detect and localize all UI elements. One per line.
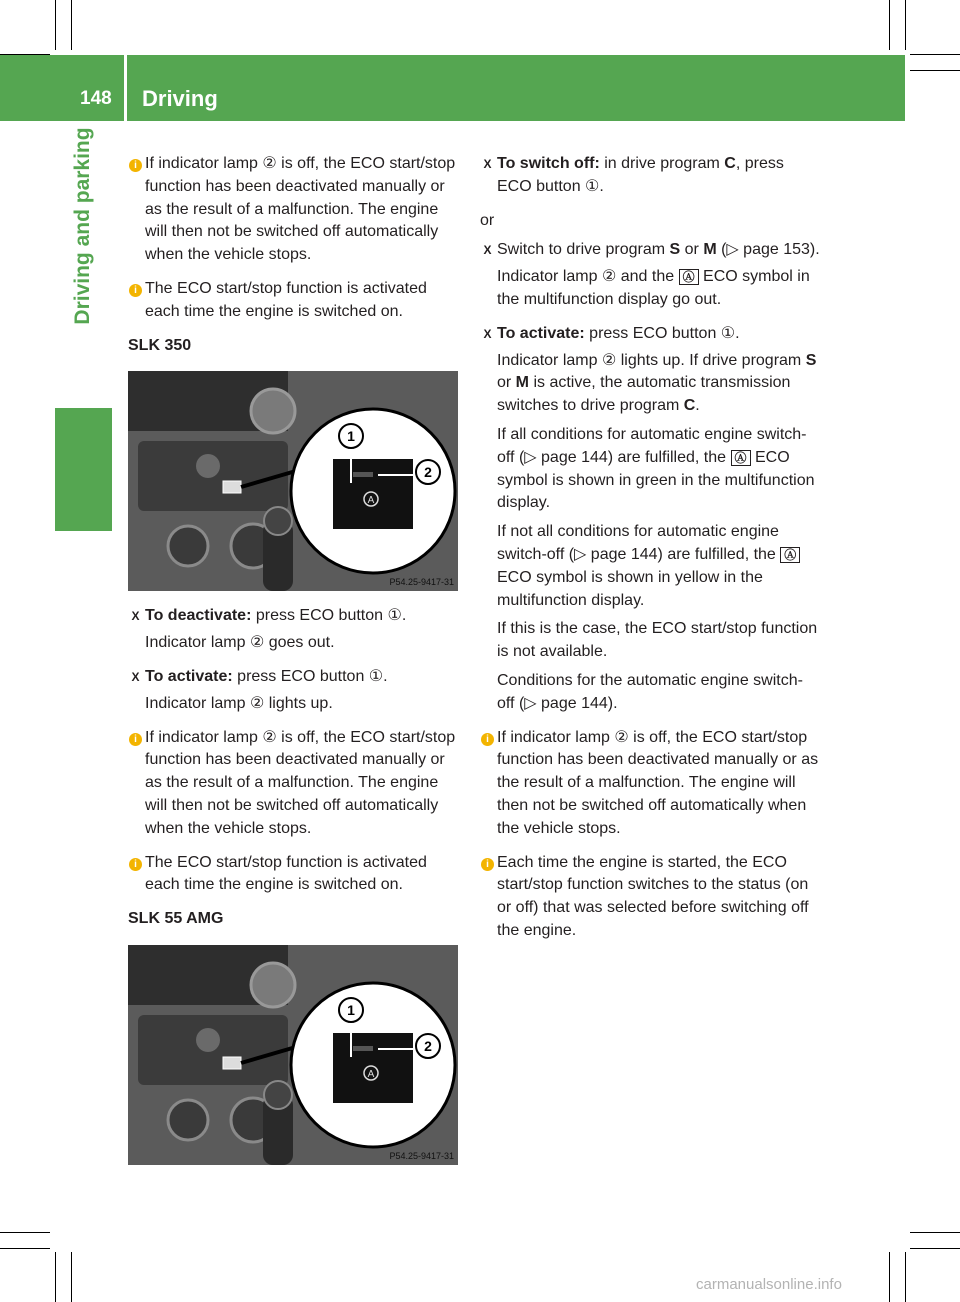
instruction: X To activate: press ECO button ①. Indicator lamp ② lights up. [131,667,388,712]
svg-text:1: 1 [347,1001,355,1018]
photo-code: P54.25-9417-31 [389,1150,454,1161]
arrow-icon: X [131,669,140,684]
or-text: or [480,211,495,229]
info-icon: i [481,733,494,746]
eco-symbol-icon: Ⓐ [679,269,699,285]
arrow-icon: X [483,157,492,171]
arrow-icon: X [483,243,492,258]
page-title: Driving [142,86,218,111]
instruction: X Switch to drive program S or M (▷ page 153). Indicator lamp ② and the Ⓐ ECO symbol in the multifunction display go out. [483,241,820,308]
info-icon: i [129,858,142,871]
right-column [480,153,820,954]
crop-mark [910,70,960,71]
dashboard-photo [128,371,458,591]
arrow-icon: X [483,326,492,341]
instruction: X To switch off: in drive program C, press ECO button ①. [483,155,784,195]
crop-mark [910,1232,960,1233]
crop-mark [71,0,72,50]
svg-text:A: A [367,495,375,507]
svg-text:2: 2 [424,464,432,481]
photo-code: P54.25-9417-31 [389,577,454,588]
info-icon: i [129,284,142,297]
crop-mark [905,0,906,50]
info-note: i Each time the engine is started, the ECO start/stop function switches to the status (on or off) that was selected before switching off the engine. [480,852,820,943]
dashboard-photo [128,945,458,1165]
page-number: 148 [80,88,112,109]
svg-text:A: A [367,1068,375,1080]
eco-symbol-icon: Ⓐ [731,450,751,466]
header-bar [0,55,905,121]
instruction: X To deactivate: press ECO button ①. Indicator lamp ② goes out. [131,607,407,652]
info-note: i The ECO start/stop function is activated each time the engine is switched on. [128,278,463,324]
eco-button-illustration [128,945,458,1165]
eco-button-illustration [128,371,458,591]
info-icon: i [129,733,142,746]
eco-symbol-icon: Ⓐ [780,547,800,563]
svg-text:1: 1 [347,428,355,445]
info-icon: i [129,159,142,172]
info-note: i If indicator lamp ② is off, the ECO start/stop function has been deactivated manually or as the result of a malfunction. The engine will then not be switched off automatically when the vehicle stops. [480,727,820,841]
crop-mark [0,1248,50,1249]
crop-mark [905,1252,906,1302]
side-tab-label: Driving and parking [71,127,94,325]
info-note: i The ECO start/stop function is activated each time the engine is switched on. [128,852,463,898]
left-column [128,153,463,1179]
crop-mark [910,54,960,55]
section-heading: SLK 55 AMG [128,910,224,928]
section-heading: SLK 350 [128,336,192,354]
crop-mark [0,1232,50,1233]
instruction: X To activate: press ECO button ①. Indicator lamp ② lights up. If drive program S or M is active, the automatic transmission switches to drive program C. If all conditions for automatic engine switch-off (▷ page 144) are fulfilled, the Ⓐ ECO symbol is shown in green in the multifunction display. If not all conditions for automatic engine switch-off (▷ page 144) are fulfilled, the Ⓐ ECO symbol is shown in yellow in the multifunction display. If this is the case, the ECO start/stop function is not available. Conditions for the automatic engine switch-off (▷ page 144). [483,324,818,712]
svg-text:2: 2 [424,1037,432,1054]
watermark: carmanualsonline.info [696,1276,842,1293]
info-note: i If indicator lamp ② is off, the ECO start/stop function has been deactivated manually or as the result of a malfunction. The engine will then not be switched off automatically when the vehicle stops. [128,727,463,841]
crop-mark [910,1248,960,1249]
crop-mark [55,1252,56,1302]
crop-mark [889,1252,890,1302]
header-separator [124,55,127,121]
arrow-icon: X [131,609,140,624]
info-note: i If indicator lamp ② is off, the ECO start/stop function has been deactivated manually or as the result of a malfunction. The engine will then not be switched off automatically when the vehicle stops. [128,153,463,267]
side-tab-block [55,408,112,531]
crop-mark [55,0,56,50]
info-icon: i [481,858,494,871]
crop-mark [889,0,890,50]
crop-mark [71,1252,72,1302]
